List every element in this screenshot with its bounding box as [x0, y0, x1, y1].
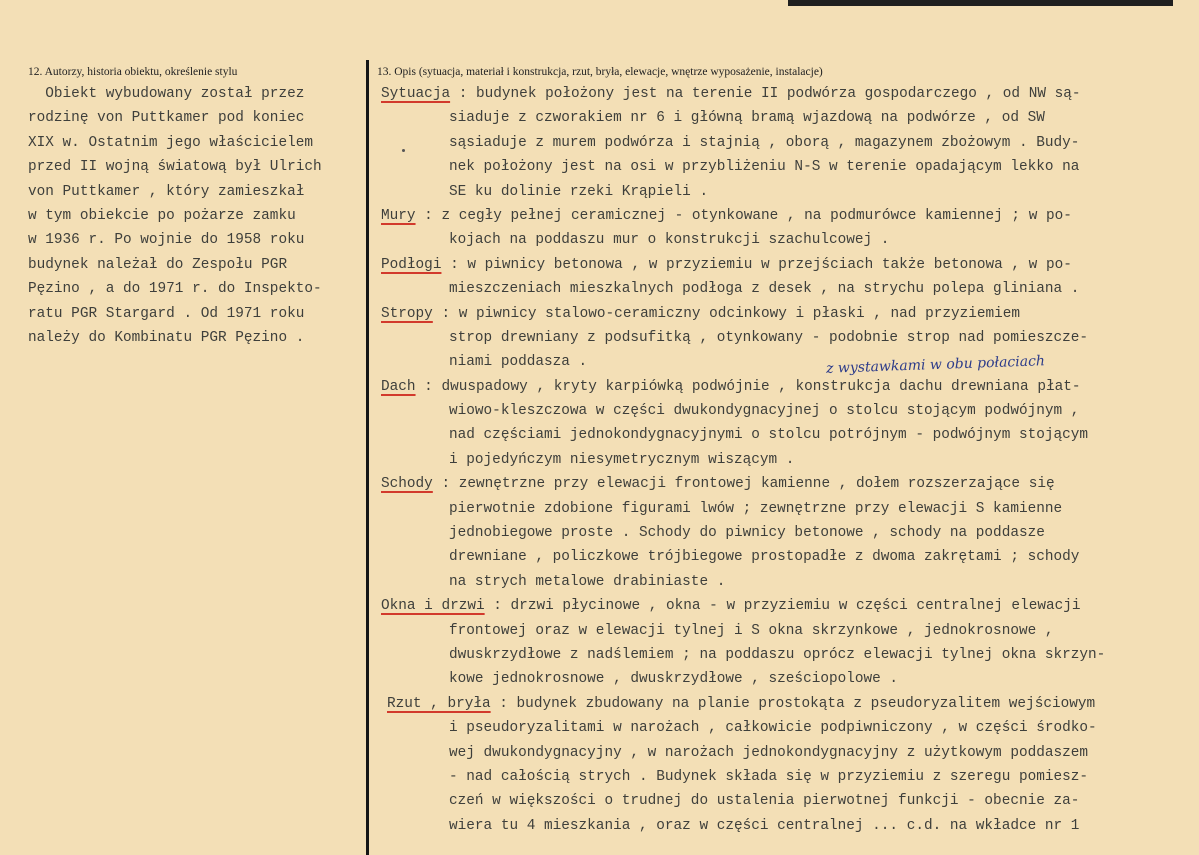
section-podlogi [381, 253, 1181, 302]
section-line: wiera tu 4 mieszkania , oraz w części centralnej ... c.d. na wkładce nr 1 [449, 817, 1080, 834]
history-line: należy do Kombinatu PGR Pęzino . [28, 329, 305, 346]
section-stropy [381, 302, 1181, 375]
section-line: sąsiaduje z murem podwórza i stajnią , oborą , magazynem zbożowym . Budy- [449, 134, 1080, 151]
section-first-line: : dwuspadowy , kryty karpiówką podwójnie , konstrukcja dachu drewniana płat- [415, 378, 1081, 395]
section-line: wej dwukondygnacyjny , w narożach jednokondygnacyjny z użytkowym poddaszem [449, 744, 1089, 761]
section-label: Sytuacja [381, 86, 451, 102]
section-rzut-bryla [381, 692, 1181, 838]
section-label: Okna i drzwi [381, 598, 485, 615]
section-label: Rzut , bryła [387, 695, 491, 712]
section-label: Podłogi [381, 256, 442, 273]
handwritten-annotation: z wystawkami w obu połaciach [825, 353, 1046, 377]
section-line: frontowej oraz w elewacji tylnej i S okna skrzynkowe , jednokrosnowe , [449, 622, 1054, 639]
history-line: w 1936 r. Po wojnie do 1958 roku [28, 232, 305, 249]
section-mury [381, 204, 1181, 253]
top-edge-mark [788, 0, 1173, 6]
section-first-line: : zewnętrzne przy elewacji frontowej kamienne , dołem rozszerzające się [432, 476, 1055, 493]
section-line: kowe jednokrosnowe , dwuskrzydłowe , sześciopolowe . [449, 671, 899, 688]
history-line: przed II wojną światową był Ulrich [28, 159, 322, 176]
section-label: Mury [381, 207, 416, 224]
section-line: czeń w większości o trudnej do ustalenia pierwotnej funkcji - obecnie za- [449, 793, 1080, 810]
section-label: Schody [381, 476, 433, 493]
section-line: strop drewniany z podsufitką , otynkowany - podobnie strop nad pomieszcze- [449, 329, 1089, 346]
history-line: Pęzino , a do 1971 r. do Inspekto- [28, 281, 322, 298]
section-first-line: : w piwnicy betonowa , w przyziemiu w przejściach także betonowa , w po- [441, 256, 1072, 273]
section-line: na strych metalowe drabiniaste . [449, 573, 726, 590]
section-first-line: : z cegły pełnej ceramicznej - otynkowane , na podmurówce kamiennej ; w po- [415, 207, 1072, 224]
section-line: niami poddasza . [449, 354, 588, 371]
section-first-line: : drzwi płycinowe , okna - w przyziemiu w części centralnej elewacji [484, 598, 1081, 615]
section-okna-i-drzwi [381, 594, 1181, 692]
section-line: SE ku dolinie rzeki Krąpieli . [449, 183, 709, 200]
section-first-line: : budynek zbudowany na planie prostokąta z pseudoryzalitem wejściowym [490, 695, 1096, 712]
column-divider [366, 60, 369, 855]
history-line: von Puttkamer , który zamieszkał [28, 183, 305, 200]
section-line: nek położony jest na osi w przybliżeniu N-S w terenie opadającym lekko na [449, 159, 1080, 176]
section-line: i pojedyńczym niesymetrycznym wiszącym . [449, 451, 795, 468]
section-line: mieszczeniach mieszkalnych podłoga z desek , na strychu polepa gliniana . [449, 281, 1080, 298]
section-line: dwuskrzydłowe z nadślemiem ; na poddaszu oprócz elewacji tylnej okna skrzyn- [449, 646, 1106, 663]
history-line: w tym obiekcie po pożarze zamku [28, 207, 296, 224]
history-line: budynek należał do Zespołu PGR [28, 256, 288, 273]
history-line: rodzinę von Puttkamer pod koniec [28, 110, 305, 127]
section-first-line: : budynek położony jest na terenie II podwórza gospodarczego , od NW są- [450, 86, 1081, 102]
section-line: nad częściami jednokondygnacyjnymi o stolcu potrójnym - podwójnym stojącym [449, 427, 1089, 444]
section-line: i pseudoryzalitami w narożach , całkowicie podpiwniczony , w części środko- [449, 720, 1097, 737]
section-label: Stropy [381, 305, 433, 322]
section-line: wiowo-kleszczowa w części dwukondygnacyjnej o stolcu stojącym podwójnym , [449, 403, 1080, 420]
history-line: ratu PGR Stargard . Od 1971 roku [28, 305, 305, 322]
right-column-header: 13. Opis (sytuacja, materiał i konstrukcja, rzut, bryła, elewacje, wnętrze wyposażenie, instalacje) [377, 66, 823, 78]
section-line: pierwotnie zdobione figurami lwów ; zewnętrzne przy elewacji S kamienne [449, 500, 1063, 517]
left-column-header: 12. Autorzy, historia obiektu, określenie stylu [28, 66, 238, 78]
section-schody [381, 472, 1181, 594]
section-line: kojach na poddaszu mur o konstrukcji szachulcowej . [449, 232, 890, 249]
section-line: drewniane , policzkowe trójbiegowe prostopadłe z dwoma zakrętami ; schody [449, 549, 1080, 566]
section-label: Dach [381, 378, 416, 395]
history-line: XIX w. Ostatnim jego właścicielem [28, 134, 313, 151]
section-line: - nad całością strych . Budynek składa się w przyziemiu z szeregu pomiesz- [449, 768, 1089, 785]
description-text [381, 82, 1181, 838]
section-first-line: : w piwnicy stalowo-ceramiczny odcinkowy i płaski , nad przyziemiem [432, 305, 1021, 322]
history-line: Obiekt wybudowany został przez [28, 86, 305, 102]
section-dach [381, 375, 1181, 473]
section-line: siaduje z czworakiem nr 6 i główną bramą wjazdową na podwórze , od SW [449, 110, 1045, 127]
section-line: jednobiegowe proste . Schody do piwnicy betonowe , schody na poddasze [449, 525, 1045, 542]
section-sytuacja [381, 82, 1181, 204]
history-text [28, 82, 364, 350]
